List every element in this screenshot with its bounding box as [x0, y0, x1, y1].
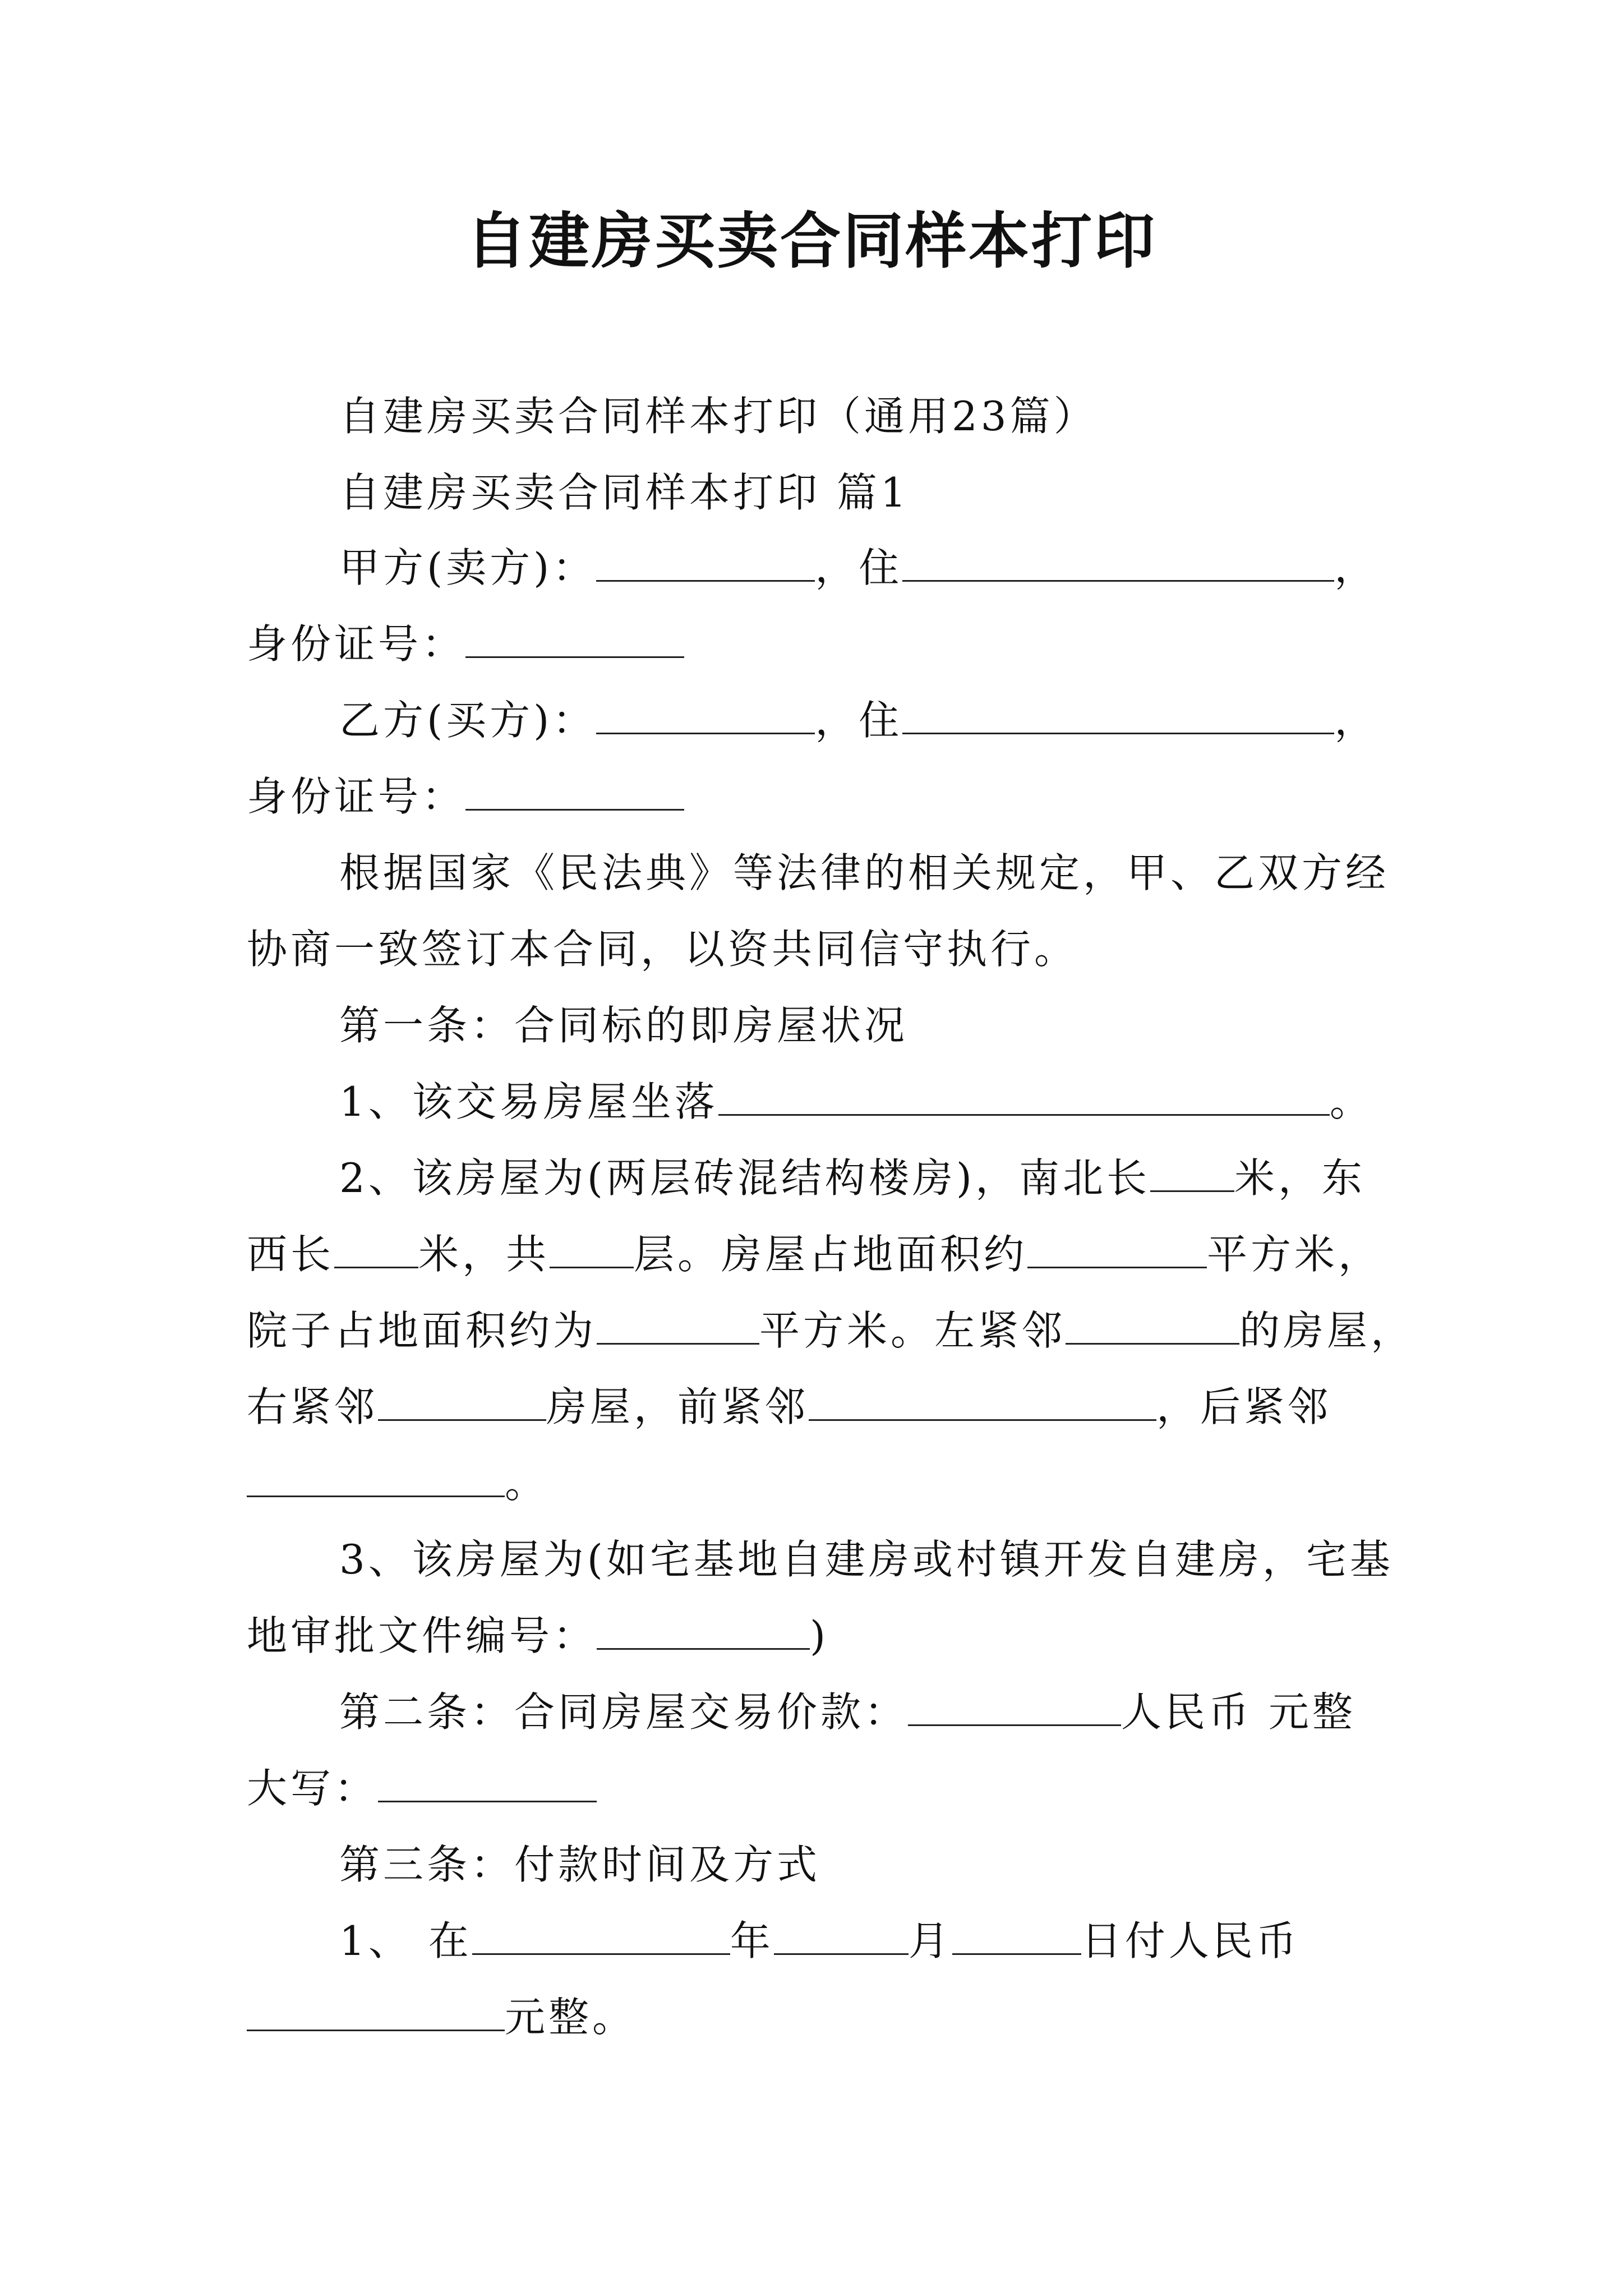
item-1-end: 。: [1329, 1078, 1373, 1125]
item-1-prefix: 1、该交易房屋坐落: [339, 1078, 718, 1125]
party-b-name-blank[interactable]: [596, 693, 815, 734]
floors-blank[interactable]: [550, 1227, 634, 1268]
document-subtitle: 自建房买卖合同样本打印（通用23篇）: [339, 393, 1098, 440]
article-2-text-b: 人民币 元整: [1121, 1688, 1356, 1736]
item-2-line-5: [247, 1455, 548, 1511]
intro-line-1: 根据国家《民法典》等法律的相关规定，甲、乙双方经: [339, 849, 1390, 896]
party-a-name-blank[interactable]: [596, 541, 815, 582]
payment-end: 元整。: [505, 1994, 637, 2041]
uppercase-amount-blank[interactable]: [378, 1761, 597, 1802]
ns-length-blank[interactable]: [1150, 1151, 1234, 1192]
article-2-text-a: 第二条：合同房屋交易价款：: [339, 1688, 909, 1736]
party-a-address-label: ，住: [815, 544, 903, 591]
party-b-id-line: [247, 769, 684, 825]
party-a-label: 甲方(卖方)：: [339, 544, 597, 591]
item-3-text-a: 地审批文件编号：: [247, 1612, 597, 1659]
item-2-text-g: 院子占地面积约为: [247, 1307, 597, 1354]
payment-amount-blank[interactable]: [247, 1990, 505, 2031]
party-b-label: 乙方(买方)：: [339, 697, 597, 744]
party-a-line: [339, 540, 1378, 596]
article-2-line: [339, 1684, 1356, 1740]
item-3-line-2: [247, 1608, 829, 1664]
party-b-address-label: ，住: [815, 697, 903, 744]
item-2-text-b: 米，东: [1234, 1154, 1366, 1202]
item-2-text-c: 西长: [247, 1231, 335, 1278]
article-3-title: 第三条：付款时间及方式: [339, 1841, 821, 1888]
item-2-end: 。: [505, 1460, 549, 1507]
payment-year-label: 年: [730, 1917, 774, 1964]
front-neighbor-blank[interactable]: [809, 1380, 1156, 1421]
item-2-text-e: 层。房屋占地面积约: [634, 1231, 1028, 1278]
price-blank[interactable]: [908, 1685, 1121, 1726]
document-title: 自建房买卖合同样本打印: [465, 206, 1157, 277]
right-neighbor-blank[interactable]: [378, 1380, 546, 1421]
party-a-id-label: 身份证号：: [247, 620, 466, 668]
item-2-text-h: 平方米。左紧邻: [759, 1307, 1066, 1354]
left-neighbor-blank[interactable]: [1066, 1304, 1239, 1345]
article-1-title: 第一条：合同标的即房屋状况: [339, 1002, 909, 1049]
payment-text-a: 1、 在: [339, 1917, 472, 1964]
item-1-line: [339, 1074, 1373, 1130]
back-neighbor-blank[interactable]: [247, 1456, 505, 1497]
item-2-line-2: [247, 1226, 1382, 1282]
payment-month-label: 月: [908, 1917, 952, 1964]
yard-area-blank[interactable]: [597, 1304, 759, 1345]
party-b-id-blank[interactable]: [465, 770, 684, 811]
item-2-text-a: 2、该房屋为(两层砖混结构楼房)，南北长: [339, 1154, 1150, 1202]
payment-year-blank[interactable]: [472, 1914, 730, 1955]
location-blank[interactable]: [718, 1075, 1330, 1116]
payment-amount-line: [247, 1989, 636, 2045]
payment-day-blank[interactable]: [952, 1914, 1081, 1955]
item-2-line-4: [247, 1379, 1331, 1435]
comma: ，: [1334, 697, 1378, 744]
item-2-line-1: [339, 1150, 1366, 1206]
payment-line: [339, 1913, 1300, 1969]
item-3-line-1: 3、该房屋为(如宅基地自建房或村镇开发自建房，宅基: [339, 1536, 1394, 1583]
item-2-text-k: 房屋，前紧邻: [546, 1383, 809, 1430]
party-a-id-blank[interactable]: [465, 617, 684, 658]
payment-month-blank[interactable]: [774, 1914, 909, 1955]
article-2-uppercase-line: [247, 1760, 597, 1816]
item-2-text-j: 右紧邻: [247, 1383, 379, 1430]
item-2-line-3: [247, 1303, 1414, 1359]
party-b-address-blank[interactable]: [902, 693, 1334, 734]
party-b-line: [339, 692, 1378, 748]
item-2-text-l: ，后紧邻: [1156, 1383, 1332, 1430]
ew-length-blank[interactable]: [334, 1227, 418, 1268]
floor-area-blank[interactable]: [1027, 1227, 1207, 1268]
uppercase-label: 大写：: [247, 1765, 379, 1812]
intro-line-2: 协商一致签订本合同，以资共同信守执行。: [247, 926, 1078, 973]
approval-number-blank[interactable]: [597, 1609, 810, 1650]
party-a-address-blank[interactable]: [902, 541, 1334, 582]
item-2-text-i: 的房屋，: [1239, 1307, 1415, 1354]
item-2-text-d: 米，共: [418, 1231, 550, 1278]
party-b-id-label: 身份证号：: [247, 773, 466, 820]
party-a-id-line: [247, 616, 684, 672]
payment-text-d: 日付人民币: [1081, 1917, 1300, 1964]
item-3-text-b: ): [810, 1612, 829, 1659]
section-heading: 自建房买卖合同样本打印 篇1: [339, 469, 910, 516]
item-2-text-f: 平方米，: [1207, 1231, 1382, 1278]
comma: ，: [1334, 544, 1378, 591]
